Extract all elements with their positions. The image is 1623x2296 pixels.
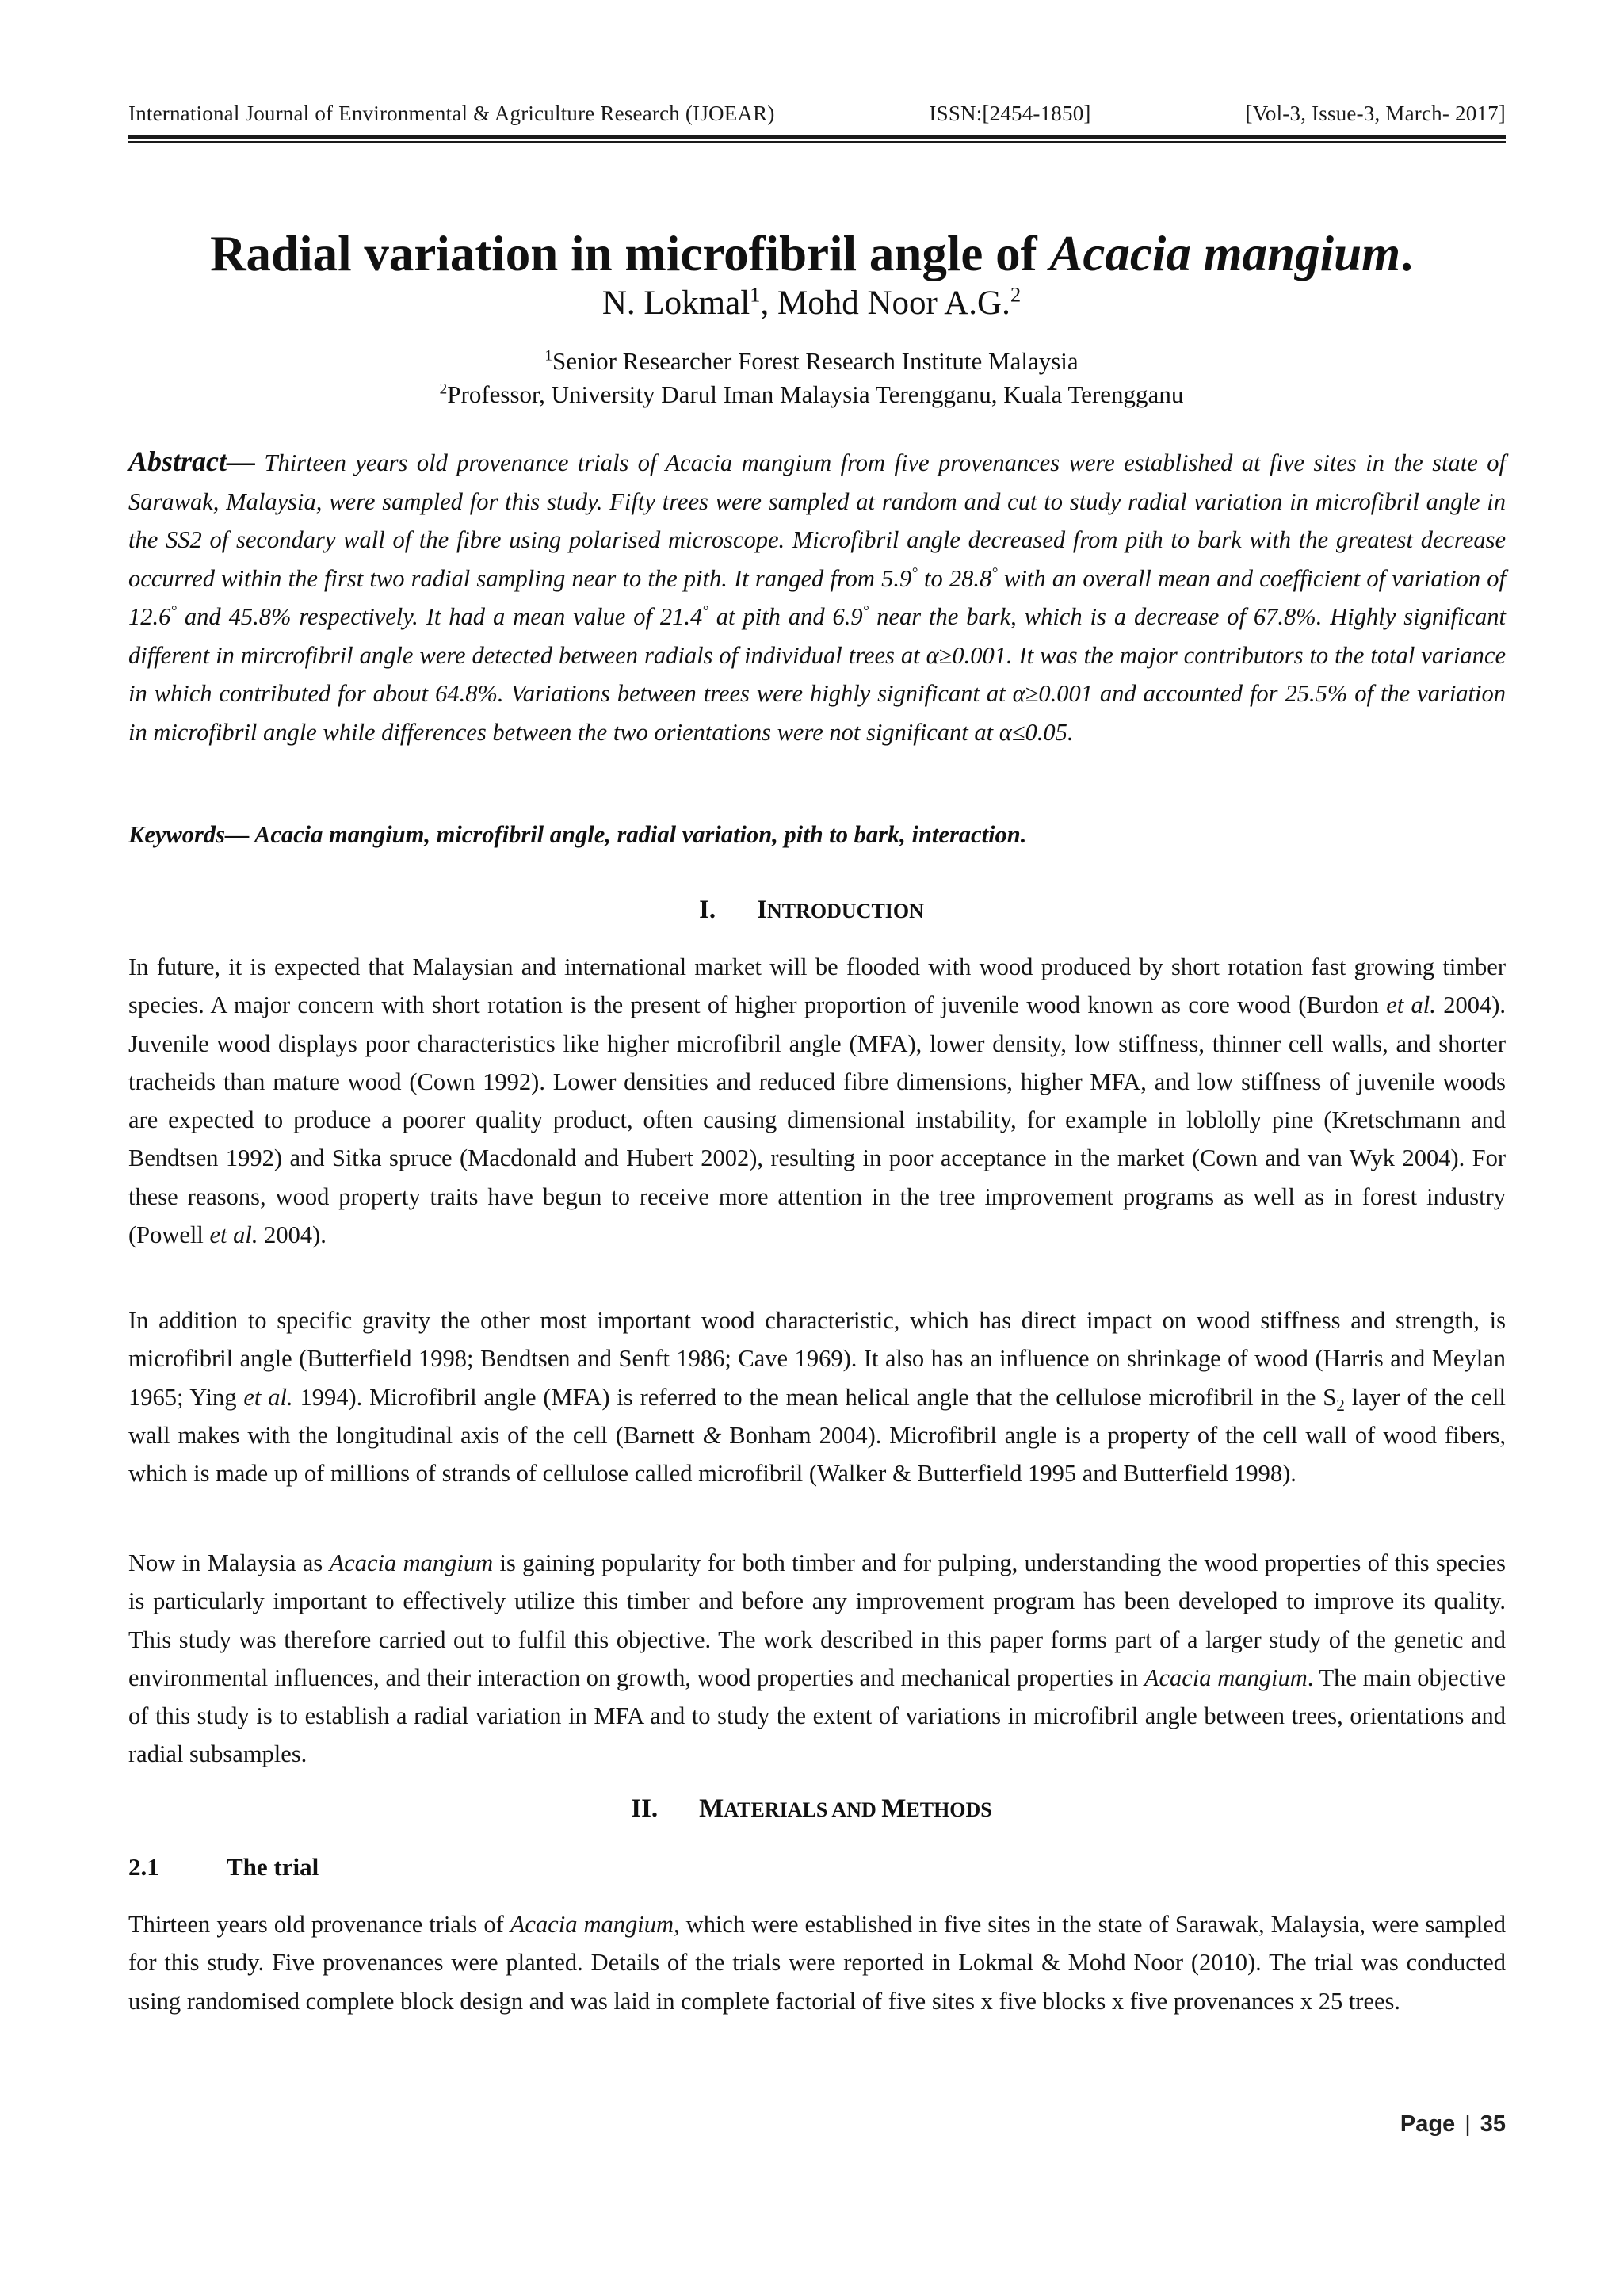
section-heading-introduction [0,896,1623,925]
title-end: . [1400,226,1413,281]
abstract-text-4: and 45.8% respectively. It had a mean value of 21.4 [176,603,703,630]
etal-3: et al. [243,1383,293,1411]
author-2: Mohd Noor A.G. [777,285,1010,322]
intro-p3-text-a: Now in Malaysia as [128,1549,330,1576]
affiliation-1-text: Senior Researcher Forest Research Institute Malaysia [552,347,1079,375]
author-separator: , [760,285,777,322]
affiliation-2-sup: 2 [439,380,448,398]
section-2-initial-2: M [881,1794,907,1823]
subsection-number: 2.1 [128,1853,159,1881]
header-rule-thin [128,141,1506,143]
ampersand: & [702,1421,722,1449]
intro-paragraph-3 [128,1544,1506,1774]
intro-paragraph-1 [128,948,1506,1254]
page-label: Page [1400,2111,1456,2137]
section-1-number: I. [699,896,716,924]
intro-p2-text-c: layer of the cell wall makes with the longitudinal axis of the cell (Barnett [128,1383,1506,1449]
trial-text-a: Thirteen years old provenance trials of [128,1911,510,1938]
degree-mark-5: ° [862,602,869,620]
intro-p3-text-b: is gaining popularity for both timber and for pulping, understanding the wood properties of this species is particularly important to effectively utilize this timber and before any improvement program has been developed to improve its quality. This study was therefore carried out to fulfil this objective. The work described in this paper forms part of a larger study of the genetic and environmental influences, and their interaction on growth, wood properties and mechanical properties in [128,1549,1506,1691]
title-species: Acacia mangium [1049,226,1401,281]
paper-title [0,225,1623,282]
author-1: N. Lokmal [601,285,750,322]
section-2-title-1: ATERIALS AND [724,1798,882,1821]
author-1-sup: 1 [750,282,761,307]
species-name-3: Acacia mangium [510,1911,674,1938]
abstract-text-3: with an overall mean and coefficient of variation of 12.6 [128,564,1506,630]
subsection-heading-trial [128,1853,319,1881]
intro-p1-text-a: In future, it is expected that Malaysian and international market will be flooded with wood produced by short rotation fast growing timber species. A major concern with short rotation is the present of higher proportion of juvenile wood known as core wood (Burdon [128,953,1506,1019]
affiliation-2-text: Professor, University Darul Iman Malaysia Terengganu, Kuala Terengganu [447,380,1184,408]
etal-1: et al. [1386,991,1436,1019]
species-name-1: Acacia mangium [329,1549,494,1576]
volume-issue: [Vol-3, Issue-3, March- 2017] [1245,101,1506,125]
abstract-text-2: to 28.8 [917,564,992,592]
subsection-title: The trial [227,1853,319,1881]
keywords: Keywords— Acacia mangium, microfibril angle, radial variation, pith to bark, interaction. [128,821,1027,848]
journal-name: International Journal of Environmental & Agriculture Research (IJOEAR) [128,101,775,125]
etal-2: et al. [209,1221,258,1249]
trial-text-b: , which were established in five sites in the state of Sarawak, Malaysia, were sampled for this study. Five provenances were planted. Details of the trials were reported in Lokmal & Mohd Noor (2010). The trial was conducted using randomised complete block design and was laid in complete factorial of five sites x five blocks x five provenances x 25 trees. [128,1911,1506,2015]
s2-subscript: 2 [1336,1395,1345,1415]
intro-p1-text-b: 2004). Juvenile wood displays poor characteristics like higher microfibril angle (MFA), lower density, low stiffness, thinner cell walls, and shorter tracheids than mature wood (Cown 1992). Lower densities and reduced fibre dimensions, higher MFA, and low stiffness of juvenile woods are expected to produce a poorer quality product, often causing dimensional instability, for example in loblolly pine (Kretschmann and Bendtsen 1992) and Sitka spruce (Macdonald and Hubert 2002), resulting in poor acceptance in the market (Cown and van Wyk 2004). For these reasons, wood property traits have begun to receive more attention in the tree improvement programs as well as in forest industry (Powell [128,991,1506,1249]
running-header [128,101,1506,126]
page-separator: | [1465,2111,1471,2137]
affiliation-1 [0,346,1623,377]
author-line [0,284,1623,323]
intro-p2-text-a: In addition to specific gravity the other most important wood characteristic, which has direct impact on wood stiffness and strength, is microfibril angle (Butterfield 1998; Bendtsen and Senft 1986; Cave 1969). It also has an influence on shrinkage of wood (Harris and Meylan 1965; Ying [128,1307,1506,1411]
intro-p3-text-c: . The main objective of this study is to establish a radial variation in MFA and to study the extent of variations in microfibril angle between trees, orientations and radial subsamples. [128,1664,1506,1768]
species-name-2: Acacia mangium [1144,1664,1308,1691]
intro-p1-text-c: 2004). [258,1221,327,1249]
trial-paragraph [128,1905,1506,2020]
intro-p2-text-d: Bonham 2004). Microfibril angle is a property of the cell wall of wood fibers, which is made up of millions of strands of cellulose called microfibril (Walker & Butterfield 1995 and Butterfield 1998). [128,1421,1506,1488]
intro-paragraph-2 [128,1301,1506,1492]
section-2-number: II. [631,1794,659,1823]
section-2-initial-1: M [699,1794,724,1823]
issn: ISSN:[2454-1850] [929,101,1091,125]
abstract-label: Abstract— [128,445,256,477]
degree-mark-4: ° [702,602,708,620]
affiliation-2 [0,379,1623,411]
abstract-text-6: near the bark, which is a decrease of 67.8%. Highly significant different in mircrofibril angle were detected between radials of individual trees at α≥0.001. It was the major contributors to the total variance in which contributed for about 64.8%. Variations between trees were highly significant at α≥0.001 and accounted for 25.5% of the variation in microfibril angle while differences between the two orientations were not significant at α≤0.05. [128,603,1506,746]
abstract-text-1: Thirteen years old provenance trials of Acacia mangium from five provenances were established at five sites in the state of Sarawak, Malaysia, were sampled for this study. Fifty trees were sampled at random and cut to study radial variation in microfibril angle in the SS2 of secondary wall of the fibre using polarised microscope. Microfibril angle decreased from pith to bark with the greatest decrease occurred within the first two radial sampling near to the pith. It ranged from 5.9 [128,449,1506,592]
section-1-initial: I [757,896,767,924]
section-2-title-2: ETHODS [906,1798,992,1821]
degree-mark-3: ° [170,602,177,620]
degree-mark-1: ° [911,564,918,582]
author-2-sup: 2 [1010,282,1022,307]
affiliation-1-sup: 1 [544,347,552,365]
page-footer [1400,2111,1506,2137]
page-number: 35 [1480,2111,1506,2137]
section-1-title: NTRODUCTION [767,900,924,923]
title-text: Radial variation in microfibril angle of [210,226,1050,281]
intro-p2-text-b: 1994). Microfibril angle (MFA) is referred to the mean helical angle that the cellulose microfibril in the S [292,1383,1337,1411]
section-heading-materials-methods [0,1794,1623,1824]
abstract-text-5: at pith and 6.9 [708,603,863,630]
degree-mark-2: ° [991,564,998,582]
header-rule-thick [128,135,1506,139]
abstract [128,442,1506,751]
